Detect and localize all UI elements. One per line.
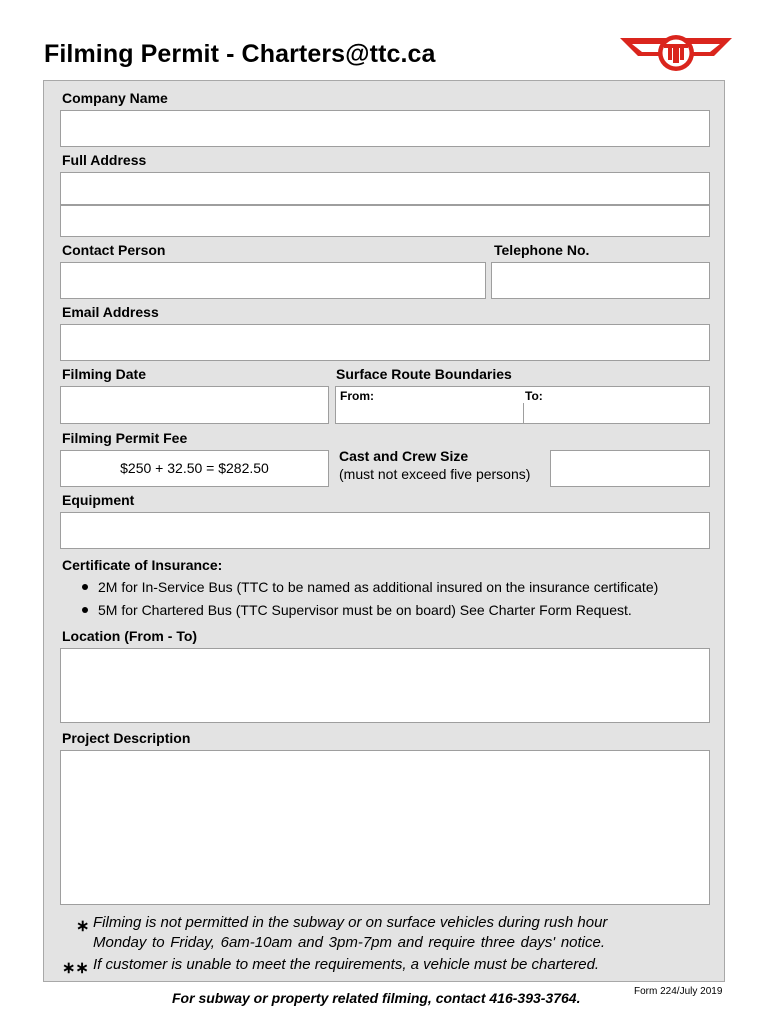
address-line1-input[interactable]	[60, 172, 710, 205]
telephone-input[interactable]	[491, 262, 710, 299]
project-description-input[interactable]	[60, 750, 710, 905]
footer-contact: For subway or property related filming, contact 416-393-3764.	[172, 990, 581, 1006]
form-number: Form 224/July 2019	[634, 986, 723, 997]
insurance-item: 5M for Chartered Bus (TTC Supervisor must be on board) See Charter Form Request.	[82, 602, 632, 618]
equipment-label: Equipment	[62, 492, 135, 508]
filming-date-input[interactable]	[60, 386, 329, 424]
permit-fee-value: $250 + 32.50 = $282.50	[120, 460, 269, 476]
surface-route-label: Surface Route Boundaries	[336, 366, 512, 382]
cast-crew-note: (must not exceed five persons)	[339, 466, 531, 482]
insurance-item: 2M for In-Service Bus (TTC to be named as additional insured on the insurance certificate)	[82, 579, 658, 595]
equipment-input[interactable]	[60, 512, 710, 549]
route-to-input[interactable]	[525, 388, 708, 422]
surface-route-field	[335, 386, 710, 424]
note-asterisk: ∗	[76, 918, 90, 935]
location-label: Location (From - To)	[62, 628, 198, 644]
telephone-label: Telephone No.	[494, 242, 590, 258]
location-input[interactable]	[60, 648, 710, 723]
cast-crew-input[interactable]	[550, 450, 710, 487]
contact-person-label: Contact Person	[62, 242, 166, 258]
page-title: Filming Permit - Charters@ttc.ca	[44, 40, 436, 68]
insurance-label: Certificate of Insurance:	[62, 557, 223, 573]
note-rush-hour-line2: Monday to Friday, 6am-10am and 3pm-7pm and require three days' notice.	[93, 934, 606, 951]
route-to-label: To:	[525, 389, 543, 403]
ttc-logo-icon	[618, 30, 734, 76]
permit-fee-label: Filming Permit Fee	[62, 430, 188, 446]
note-rush-hour: Filming is not permitted in the subway or on surface vehicles during rush hour	[93, 914, 608, 931]
email-input[interactable]	[60, 324, 710, 361]
note-double-asterisk: ∗∗	[62, 960, 89, 977]
company-name-label: Company Name	[62, 90, 168, 106]
address-line2-input[interactable]	[60, 205, 710, 237]
project-description-label: Project Description	[62, 730, 191, 746]
company-name-input[interactable]	[60, 110, 710, 147]
permit-fee-field	[60, 450, 329, 487]
cast-crew-label: Cast and Crew Size	[339, 448, 469, 464]
contact-person-input[interactable]	[60, 262, 486, 299]
full-address-label: Full Address	[62, 152, 147, 168]
route-from-input[interactable]	[337, 388, 521, 422]
email-label: Email Address	[62, 304, 159, 320]
filming-date-label: Filming Date	[62, 366, 147, 382]
route-divider	[523, 403, 524, 424]
note-charter: If customer is unable to meet the requirements, a vehicle must be chartered.	[93, 956, 600, 973]
route-from-label: From:	[340, 389, 374, 403]
